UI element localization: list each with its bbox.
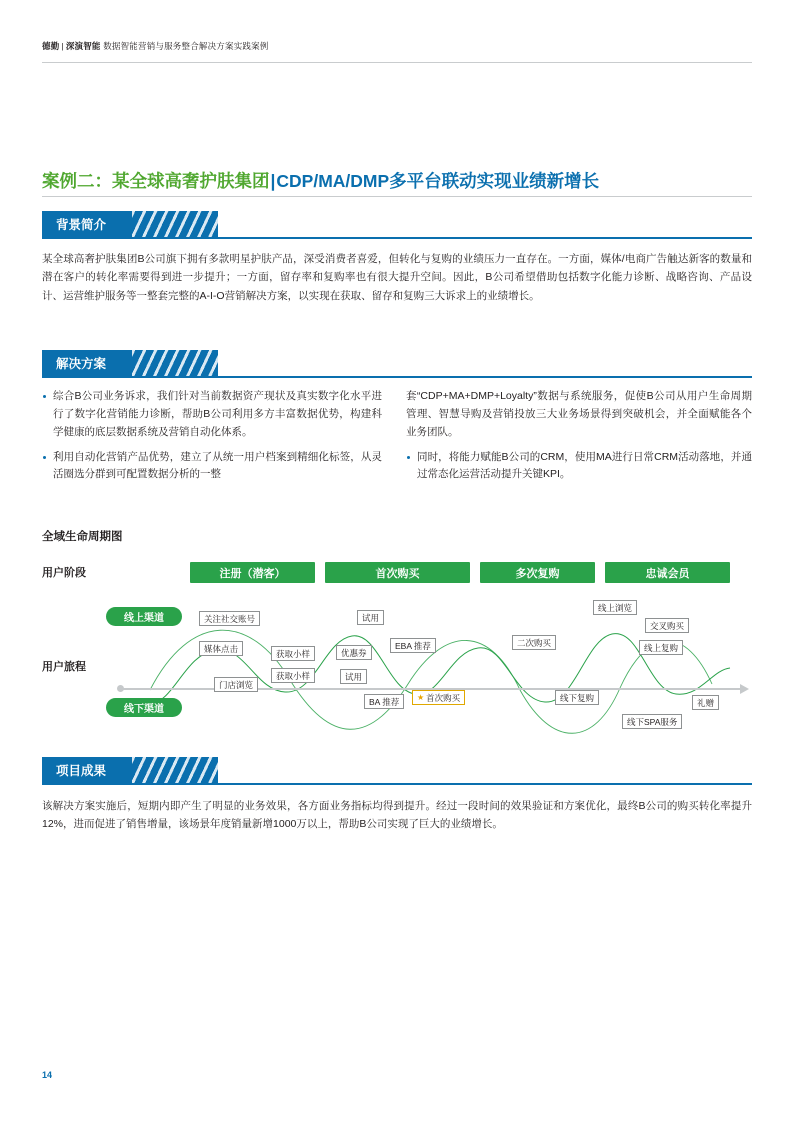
page-number: 14 (42, 1070, 53, 1080)
journey-node-online-6: 优惠券 (336, 645, 372, 660)
case-title-name: 某全球高奢护肤集团 (112, 171, 270, 191)
list-item: 同时，将能力赋能B公司的CRM，使用MA进行日常CRM活动落地，并通过常态化运营活动提升关键KPI。 (406, 449, 752, 485)
case-title-subtitle: CDP/MA/DMP多平台联动实现业绩新增长 (276, 171, 600, 191)
solution-bullets-right (406, 388, 752, 491)
section-tag-outcome-label: 项目成果 (56, 764, 107, 778)
stage-bar-4: 忠诚会员 (605, 562, 730, 583)
tag-stripes-icon-3 (132, 757, 218, 783)
header-brand: 德勤 (42, 41, 60, 51)
journey-node-online-7: 二次购买 (512, 635, 556, 650)
section-tag-background-label: 背景简介 (56, 218, 107, 232)
section-underline-solution (42, 376, 752, 378)
journey-node-offline-4: BA 推荐 (364, 694, 404, 709)
journey-node-online-2: 试用 (357, 610, 384, 625)
section-tag-solution-label: 解决方案 (56, 357, 107, 371)
header-divider (42, 62, 752, 63)
journey-node-offline-6: 线下复购 (555, 690, 599, 705)
journey-node-offline-7: 线下SPA服务 (622, 714, 682, 729)
journey-node-online-9: 交叉购买 (645, 618, 689, 633)
journey-node-online-4: 获取小样 (271, 646, 315, 661)
channel-pill-online: 线上渠道 (106, 607, 182, 626)
solution-bullets-left (42, 388, 382, 491)
journey-node-offline-highlight (412, 690, 465, 705)
journey-node-offline-8: 礼赠 (692, 695, 719, 710)
header-subbrand: 深演智能 (65, 41, 101, 51)
header-title: 数据智能营销与服务整合解决方案实践案例 (103, 41, 269, 51)
case-title-bar: | (270, 171, 276, 191)
tag-stripes-icon (132, 211, 218, 237)
journey-node-online-3: 媒体点击 (199, 641, 243, 656)
journey-node-offline-highlight-label: 首次购买 (426, 692, 461, 703)
journey-node-offline-1: 门店浏览 (214, 677, 258, 692)
section-tag-outcome (42, 757, 218, 783)
diagram-row-label-journey: 用户旅程 (42, 661, 86, 673)
section-underline-outcome (42, 783, 752, 785)
journey-node-offline-2: 获取小样 (271, 668, 315, 683)
journey-node-online-8: 线上浏览 (593, 600, 637, 615)
diagram-row-label-stage: 用户阶段 (42, 567, 86, 579)
background-paragraph: 某全球高奢护肤集团B公司旗下拥有多款明星护肤产品，深受消费者喜爱，但转化与复购的业绩压力一直存在。一方面，媒体/电商广告触达新客的数量和潜在客户的转化率需要得到进一步提升；一方面，留存率和复购率也有很大提升空间。因此，B公司希望借助包括数字化能力诊断、战略咨询、产品设计、运营维护服务等一整套完整的A-I-O营销解决方案，以实现在获取、留存和复购三大诉求上的业绩增长。 (42, 253, 752, 302)
header-separator: | (61, 41, 64, 51)
list-item-continuation: 套“CDP+MA+DMP+Loyalty”数据与系统服务，促使B公司从用户生命周期管理、智慧导购及营销投放三大业务场景得到突破机会，并全面赋能各个业务团队。 (406, 390, 752, 438)
stage-bar-1: 注册（潜客） (190, 562, 315, 583)
journey-node-offline-3: 试用 (340, 669, 367, 684)
diagram-title: 全域生命周期图 (42, 531, 123, 543)
case-title (42, 168, 752, 193)
star-icon: ★ (417, 693, 425, 702)
outcome-paragraph: 该解决方案实施后，短期内即产生了明显的业务效果，各方面业务指标均得到提升。经过一段时间的效果验证和方案优化，最终B公司的购买转化率提升12%，进而促进了销售增量，该场景年度销量新增1000万以上，帮助B公司实现了巨大的业绩增长。 (42, 800, 752, 831)
section-underline-background (42, 237, 752, 239)
case-title-prefix: 案例二： (42, 171, 112, 191)
case-title-divider (42, 196, 752, 197)
list-item: 综合B公司业务诉求，我们针对当前数据资产现状及真实数字化水平进行了数字化营销能力诊断，帮助B公司利用多方丰富数据优势，构建科学健康的底层数据系统及营销自动化体系。 (42, 388, 382, 442)
list-item: 利用自动化营销产品优势，建立了从统一用户档案到精细化标签，从灵活圈选分群到可配置数据分析的一整 (42, 449, 382, 485)
tag-stripes-icon-2 (132, 350, 218, 376)
journey-node-online-5: EBA 推荐 (390, 638, 436, 653)
section-tag-solution (42, 350, 218, 376)
section-tag-background (42, 211, 218, 237)
journey-node-online-1: 关注社交账号 (199, 611, 260, 626)
journey-axis-start-dot-icon (117, 685, 124, 692)
journey-axis-arrow-icon (740, 684, 749, 694)
channel-pill-offline: 线下渠道 (106, 698, 182, 717)
stage-bar-2: 首次购买 (325, 562, 470, 583)
journey-node-online-10: 线上复购 (639, 640, 683, 655)
stage-bar-3: 多次复购 (480, 562, 595, 583)
page-header (42, 40, 752, 62)
